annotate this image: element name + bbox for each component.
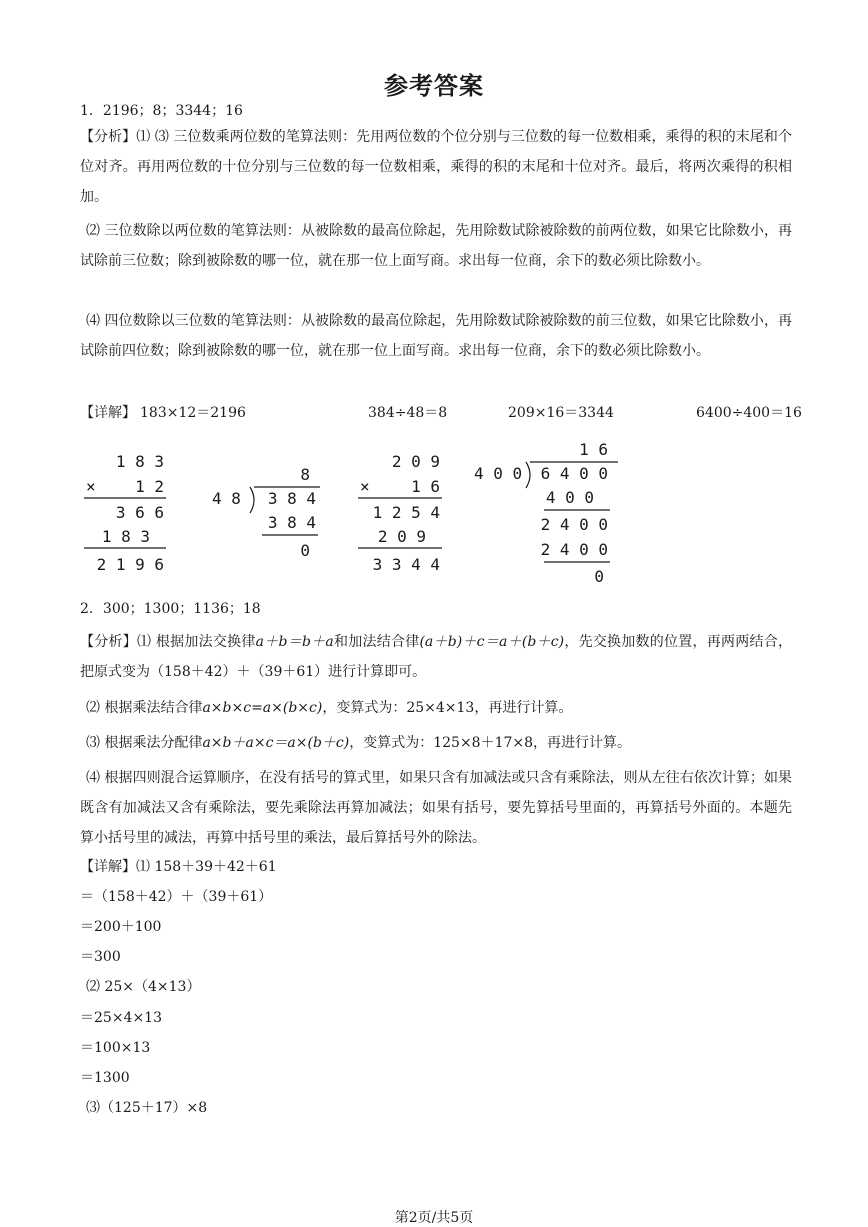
q2-p3-text-b: ，变算式为：125×8＋17×8，再进行计算。 (349, 735, 632, 751)
calc4-divisor: 4 0 0 (474, 464, 523, 483)
calc1-multiplicand: 1 8 3 (115, 452, 164, 471)
calc2-dividend: 3 8 4 (267, 489, 316, 508)
detail-eq-4: 6400÷400＝16 (696, 405, 802, 421)
calc3-partial-1: 1 2 5 4 (372, 503, 440, 522)
q2-p2-text-a: ⑵ 根据乘法结合律 (86, 700, 203, 716)
calc-division-2 (474, 440, 618, 586)
calc4-bracket (526, 462, 530, 488)
q1-analysis-p1: 【分析】⑴ ⑶ 三位数乘两位数的笔算法则：先用两位数的个位分别与三位数的每一位数相乘，乘得的积的末尾和个位对齐。再用两位数的十位分别与三位数的每一位数相乘，乘得的积的末尾和十位对齐。最后，将两次乘得的积相加。 (80, 129, 792, 205)
calc1-op: × (86, 477, 96, 496)
q2-p1-text-a: 【分析】⑴ 根据加法交换律 (80, 634, 256, 650)
detail-eq-1: 183×12＝2196 (140, 405, 246, 421)
q2-p1-text-c: ，先交换加数的位置，再两两结合，把原式变为（158＋42）＋（39＋61）进行计算即可。 (80, 634, 793, 680)
calc3-op: × (360, 477, 370, 496)
q2-analysis-p2 (80, 693, 792, 723)
q2-p1-law-associative: (a＋b)＋c＝a＋(b＋c) (419, 634, 565, 650)
q2-p3-text-a: ⑶ 根据乘法分配律 (86, 735, 203, 751)
calc3-multiplicand: 2 0 9 (391, 452, 440, 471)
calc3-multiplier: 1 6 (411, 477, 440, 496)
page-footer: 第2页/共5页 (394, 1210, 474, 1226)
calc2-bracket (250, 487, 254, 513)
calc2-remainder: 0 (300, 541, 310, 560)
q2-analysis-p4: ⑷ 根据四则混合运算顺序，在没有括号的算式里，如果只含有加减法或只含有乘除法，则从左往右依次计算；如果既含有加减法又含有乘除法，要先乘除法再算加减法；如果有括号，要先算括号里面的，再算括号外面的。本题先算小括号里的减法，再算中括号里的乘法，最后算括号外的除法。 (80, 770, 792, 846)
calc1-partial-1: 3 6 6 (115, 503, 164, 522)
q1-answer: 1．2196；8；3344；16 (80, 103, 243, 119)
q2-answer: 2．300；1300；1136；18 (80, 601, 261, 617)
q2-p1-text-b: 和加法结合律 (333, 634, 420, 650)
q2-step-8: ＝1300 (80, 1070, 130, 1086)
calc2-divisor: 4 8 (212, 489, 241, 508)
calc1-partial-2: 1 8 3 (101, 527, 150, 546)
calc4-product-1: 4 0 0 (545, 488, 594, 507)
q2-step-1: 【详解】⑴ 158＋39＋42＋61 (80, 859, 277, 875)
q2-p2-text-b: ，变算式为：25×4×13，再进行计算。 (322, 700, 573, 716)
q2-step-7: ＝100×13 (80, 1040, 151, 1056)
q2-p2-law: a×b×c=a×(b×c) (202, 700, 323, 716)
q2-step-5: ⑵ 25×（4×13） (86, 979, 201, 995)
detail-label: 【详解】 (80, 405, 136, 421)
q2-step-6: ＝25×4×13 (80, 1010, 162, 1026)
q2-p3-law: a×b＋a×c＝a×(b＋c) (202, 735, 350, 751)
q1-analysis-p3: ⑷ 四位数除以三位数的笔算法则：从被除数的最高位除起，先用除数试除被除数的前三位数，如果它比除数小，再试除前四位数；除到被除数的哪一位，就在那一位上面写商。求出每一位商，余下的数必须比除数小。 (80, 313, 792, 359)
calc4-product-2: 2 4 0 0 (540, 540, 608, 559)
calc4-remainder-2: 0 (594, 567, 604, 586)
calc-multiplication-2 (358, 452, 442, 574)
q2-step-9: ⑶（125＋17）×8 (86, 1100, 208, 1116)
calc-division-1 (212, 465, 320, 560)
detail-eq-2: 384÷48＝8 (368, 405, 448, 421)
detail-eq-3: 209×16＝3344 (508, 405, 614, 421)
calc1-multiplier: 1 2 (135, 477, 164, 496)
calc4-quotient: 1 6 (579, 440, 608, 459)
calc1-result: 2 1 9 6 (96, 555, 164, 574)
page-title: 参考答案 (384, 71, 484, 100)
calc4-dividend: 6 4 0 0 (540, 464, 608, 483)
calc-multiplication-1 (84, 452, 166, 574)
q2-p1-law-commutative: a＋b＝b＋a (255, 634, 334, 650)
calc2-product: 3 8 4 (267, 513, 316, 532)
calc4-remainder-1: 2 4 0 0 (540, 515, 608, 534)
q2-analysis-p3 (80, 728, 792, 758)
q2-step-4: ＝300 (80, 949, 121, 965)
q2-analysis-p1 (80, 627, 792, 687)
calc3-partial-2: 2 0 9 (377, 527, 426, 546)
q2-step-3: ＝200＋100 (80, 919, 162, 935)
q1-analysis-p2: ⑵ 三位数除以两位数的笔算法则：从被除数的最高位除起，先用除数试除被除数的前两位数，如果它比除数小，再试除前三位数；除到被除数的哪一位，就在那一位上面写商。求出每一位商，余下的数必须比除数小。 (80, 223, 792, 269)
vertical-calculations (0, 0, 868, 600)
q2-step-2: ＝（158＋42）＋（39＋61） (80, 889, 273, 905)
calc2-quotient: 8 (300, 465, 310, 484)
calc3-result: 3 3 4 4 (372, 555, 440, 574)
